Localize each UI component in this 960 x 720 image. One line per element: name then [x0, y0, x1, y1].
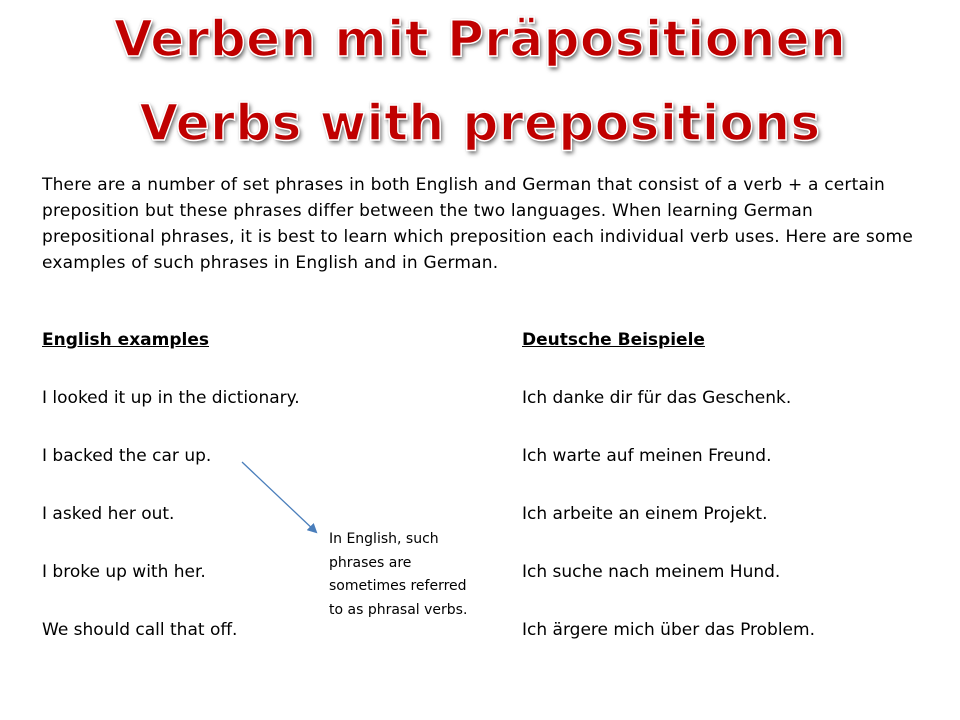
german-example: Ich arbeite an einem Projekt.	[522, 504, 768, 524]
english-example: We should call that off.	[42, 620, 238, 640]
german-example: Ich suche nach meinem Hund.	[522, 562, 781, 582]
german-example: Ich ärgere mich über das Problem.	[522, 620, 815, 640]
phrasal-verbs-note: In English, such phrases are sometimes referred to as phrasal verbs.	[329, 531, 468, 618]
german-examples-heading: Deutsche Beispiele	[522, 330, 705, 350]
german-example: Ich danke dir für das Geschenk.	[522, 388, 792, 408]
english-example: I backed the car up.	[42, 446, 212, 466]
title-german: Verben mit Präpositionen	[113, 10, 847, 68]
english-examples-column	[42, 326, 300, 674]
german-examples-column	[522, 326, 815, 674]
english-example: I broke up with her.	[42, 562, 206, 582]
english-example: I asked her out.	[42, 504, 175, 524]
intro-paragraph: There are a number of set phrases in both English and German that consist of a verb + a certain preposition but these phrases differ between the two languages. When learning German prepositional phrases, it is best to learn which preposition each individual verb uses. Here are some examples of such phrases in English and in German.	[42, 175, 913, 273]
german-example: Ich warte auf meinen Freund.	[522, 446, 772, 466]
english-example: I looked it up in the dictionary.	[42, 388, 300, 408]
english-examples-heading: English examples	[42, 330, 210, 350]
title-english: Verbs with prepositions	[139, 94, 821, 152]
